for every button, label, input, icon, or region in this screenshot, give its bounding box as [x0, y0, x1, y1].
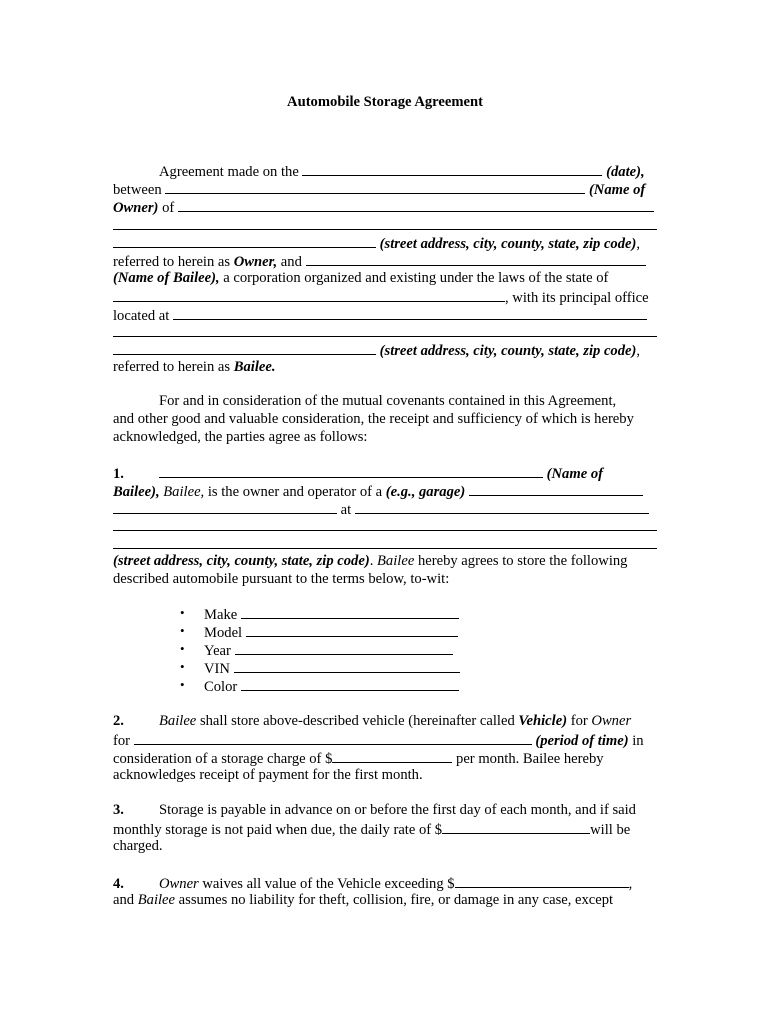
intro-line-6: referred to herein as Owner, and	[113, 251, 658, 269]
section1-line-6: (street address, city, county, state, zip code). Bailee hereby agrees to store the following	[113, 553, 628, 569]
intro-line-5: (street address, city, county, state, zip code),	[113, 233, 658, 251]
address-rule-2[interactable]	[113, 336, 657, 337]
intro-line-12: referred to herein as Bailee.	[113, 359, 276, 375]
owner-address-blank[interactable]	[178, 197, 654, 212]
section2-line-4: acknowledges receipt of payment for the first month.	[113, 767, 423, 783]
period-blank[interactable]	[134, 730, 532, 745]
consideration-line-3: acknowledged, the parties agree as follows:	[113, 429, 368, 445]
section1-line-1: 1. (Name of	[113, 463, 658, 481]
bullet-icon: •	[180, 623, 185, 638]
section4-line-1: 4. Owner waives all value of the Vehicle exceeding $ ,	[113, 873, 658, 891]
daily-rate-blank[interactable]	[442, 819, 590, 834]
bailee-name-blank[interactable]	[306, 251, 646, 266]
section1-line-3: at	[113, 499, 658, 517]
facility-address-rule-1[interactable]	[113, 530, 657, 531]
intro-line-7: (Name of Bailee), a corporation organized and existing under the laws of the state of	[113, 270, 609, 286]
section2-line-3: consideration of a storage charge of $ per month. Bailee hereby	[113, 748, 658, 766]
section3-line-2: monthly storage is not paid when due, the daily rate of $ will be	[113, 819, 658, 837]
bullet-icon: •	[180, 677, 185, 692]
facility-type-blank-2[interactable]	[113, 499, 337, 514]
bullet-icon: •	[180, 605, 185, 620]
section4-line-2: and Bailee assumes no liability for theft, collision, fire, or damage in any case, except	[113, 892, 614, 908]
bailee-name-blank-s1[interactable]	[159, 463, 543, 478]
facility-address-rule-2[interactable]	[113, 548, 657, 549]
document-title: Automobile Storage Agreement	[287, 94, 483, 110]
facility-address-blank[interactable]	[355, 499, 649, 514]
bullet-icon: •	[180, 659, 185, 674]
intro-line-3: Owner) of	[113, 197, 658, 215]
consideration-line-1: For and in consideration of the mutual covenants contained in this Agreement,	[159, 393, 617, 409]
year-blank[interactable]	[235, 640, 453, 655]
document-page: Automobile Storage Agreement Agreement made on the (date), between (Name of Owner) of (street address, city, county, state, zip code), referred to herein as Owner, and (Name of Bailee), a corporation organized and existing under the laws of the state of , with its principal office located at (street address, city, county, state, zip code), referred to herein as Bailee. For and in consideration of the mutual covenants contained in this Agreement, and other good and valuable consideration, the receipt and sufficiency of which is hereby acknowledged, the parties agree as follows: 1. (Name of Bailee), Bailee, is the owner and operator of a (e.g., garage) at (street address, city, county, state, zip code). Bailee hereby agrees to store the following described automobile pursuant to the terms below, to-wit: • Make • Model • Year • VIN • Color 2. Bailee shall store above-described vehicle (hereinafter called Vehicle) for Owner for (period of time) in consideration of a storage charge of $ per month. Bailee hereby acknowledges receipt of payment for the first month. 3. Storage is payable in advance on or before the first day of each month, and if said monthly storage is not paid when due, the daily rate of $ will be charged. 4. Owner waives all value of the Vehicle exceeding $ , and Bailee assumes no liability for theft, collision, fire, or damage in any case, except	[0, 0, 770, 1024]
section3-line-3: charged.	[113, 838, 163, 854]
bullet-icon: •	[180, 641, 185, 656]
consideration-line-2: and other good and valuable consideration, the receipt and sufficiency of which is hereby	[113, 411, 634, 427]
owner-address-blank-2[interactable]	[113, 233, 376, 248]
storage-charge-blank[interactable]	[332, 748, 452, 763]
section2-line-1: 2. Bailee shall store above-described vehicle (hereinafter called Vehicle) for Owner	[113, 713, 632, 729]
value-limit-blank[interactable]	[455, 873, 629, 888]
bailee-address-blank[interactable]	[173, 305, 647, 320]
model-blank[interactable]	[246, 622, 458, 637]
date-blank[interactable]	[302, 161, 602, 176]
section2-line-2: for (period of time) in	[113, 730, 658, 748]
section1-line-7: described automobile pursuant to the terms below, to-wit:	[113, 571, 450, 587]
color-blank[interactable]	[241, 676, 459, 691]
intro-line-9: located at	[113, 305, 658, 323]
address-rule-1[interactable]	[113, 229, 657, 230]
intro-line-8: , with its principal office	[113, 287, 658, 305]
intro-line-2: between (Name of	[113, 179, 658, 197]
vin-blank[interactable]	[234, 658, 460, 673]
section1-line-2: Bailee), Bailee, is the owner and operator of a (e.g., garage)	[113, 481, 658, 499]
bailee-address-blank-2[interactable]	[113, 340, 376, 355]
facility-type-blank[interactable]	[469, 481, 643, 496]
section3-line-1: 3. Storage is payable in advance on or before the first day of each month, and if said	[113, 802, 636, 818]
owner-name-blank[interactable]	[165, 179, 585, 194]
intro-line-11: (street address, city, county, state, zip code),	[113, 340, 658, 358]
make-blank[interactable]	[241, 604, 459, 619]
state-blank[interactable]	[113, 287, 505, 302]
intro-line-1: Agreement made on the (date),	[113, 161, 658, 179]
